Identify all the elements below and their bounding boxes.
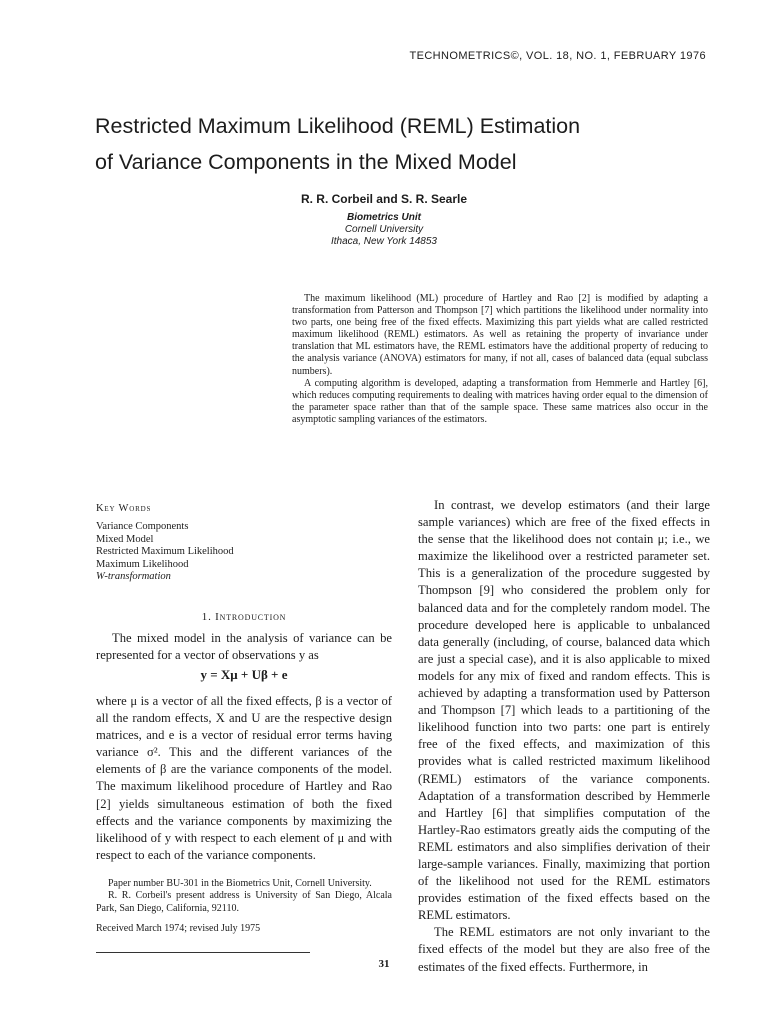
intro-paragraph-1 [96,630,392,664]
abstract [292,293,708,426]
intro-text: where μ is a vector of all the fixed effects, β is a vector of all the random effects, X and U are the respective design matrices, and e is a vector of residual error terms having variance σ². This and the different variances of the elements of β are the variance components of the model. The maximum likelihood procedure of Hartley and Rao [2] yields simultaneous estimation of both the fixed effects and the variance components by maximizing the likelihood of y with respect to each element of μ and with respect to each of the variance components. [96,694,392,862]
model-equation: y = Xμ + Uβ + e [200,667,288,682]
footnote-received: Received March 1974; revised July 1975 [96,922,261,934]
key-word-item: Mixed Model [96,533,154,545]
key-words [96,503,396,583]
title-line-1: Restricted Maximum Likelihood (REML) Estimation [95,114,581,138]
section-heading-introduction: 1. Introduction [201,611,287,623]
footnote-paper-number: Paper number BU-301 in the Biometrics Unit, Cornell University. [108,878,372,889]
abstract-paragraph: A computing algorithm is developed, adapting a transformation from Hemmerle and Hartley [6], which reduces computing requirements to dealing with matrices having order equal to the dimension of the parameter space rather than that of the sample space. These same matrices also occur in the asymptotic sampling variances of the estimators. [292,377,708,425]
journal-header: TECHNOMETRICS©, VOL. 18, NO. 1, FEBRUARY 1976 [409,50,706,62]
key-word-item: Maximum Likelihood [96,558,189,570]
key-word-item: W-transformation [96,571,171,583]
affiliation [0,212,768,248]
footnote-address: R. R. Corbeil's present address is University of San Diego, Alcala Park, San Diego, California, 92110. [96,890,392,914]
affiliation-university: Cornell University [344,224,424,235]
authors: R. R. Corbeil and S. R. Searle [300,192,468,206]
footnote-divider [96,952,310,953]
right-column [418,497,710,976]
key-word-item: Variance Components [96,521,189,533]
body-paragraph: The REML estimators are not only invariant to the fixed effects of the model but they are also free of the estimates of the fixed effects. Furthermore, in [418,925,710,974]
abstract-paragraph: The maximum likelihood (ML) procedure of Hartley and Rao [2] is modified by adapting a transformation from Patterson and Thompson [7] which partitions the likelihood under normality into two parts, one being free of the fixed effects. Maximizing this part yields what are called restricted maximum likelihood (REML) estimators. As well as retaining the property of invariance under translation that ML estimators have, the REML estimators have the additional property of reducing to the analysis variance (ANOVA) estimators for many, if not all, cases of balanced data (equal subclass numbers). [292,293,708,377]
intro-text: The mixed model in the analysis of variance can be represented for a vector of observations y as [96,631,392,663]
page-number: 31 [378,958,390,970]
body-paragraph: In contrast, we develop estimators (and their large sample variances) which are free of the fixed effects in the sense that the likelihood does not contain μ; i.e., we maximize the likelihood over a restricted parameter set. This is a generalization of the procedure suggested by Thompson [9] who considered the problem only for balanced data and for the completely random model. The procedure developed here is applicable to unbalanced data generally (including, of course, balanced data which are just a special case), and it is also applicable to mixed models for any mix of fixed and random effects. This is achieved by adapting a transformation used by Patterson and Thompson [7] which leads to a partitioning of the likelihood function into two parts: one part is entirely free of the fixed effects, and maximization of this provides what is called restricted maximum likelihood (REML) estimators of the variance components. Adaptation of a transformation described by Hemmerle and Hartley [6] that simplifies computation of the Hartley-Rao estimators greatly aids the computing of the REML estimators and also simplifies derivation of their large-sample variances. Finally, maximizing that portion of the likelihood not used for the REML estimators provides estimation of the fixed effects based on the REML estimators. [418,498,710,923]
affiliation-unit: Biometrics Unit [347,212,421,223]
footnotes [96,878,392,935]
key-words-heading: Key Words [96,503,152,514]
intro-paragraph-2 [96,693,392,864]
key-word-item: Restricted Maximum Likelihood [96,546,234,558]
title-line-2: of Variance Components in the Mixed Model [95,150,517,174]
paper-title [95,108,695,180]
affiliation-city: Ithaca, New York 14853 [331,236,437,247]
